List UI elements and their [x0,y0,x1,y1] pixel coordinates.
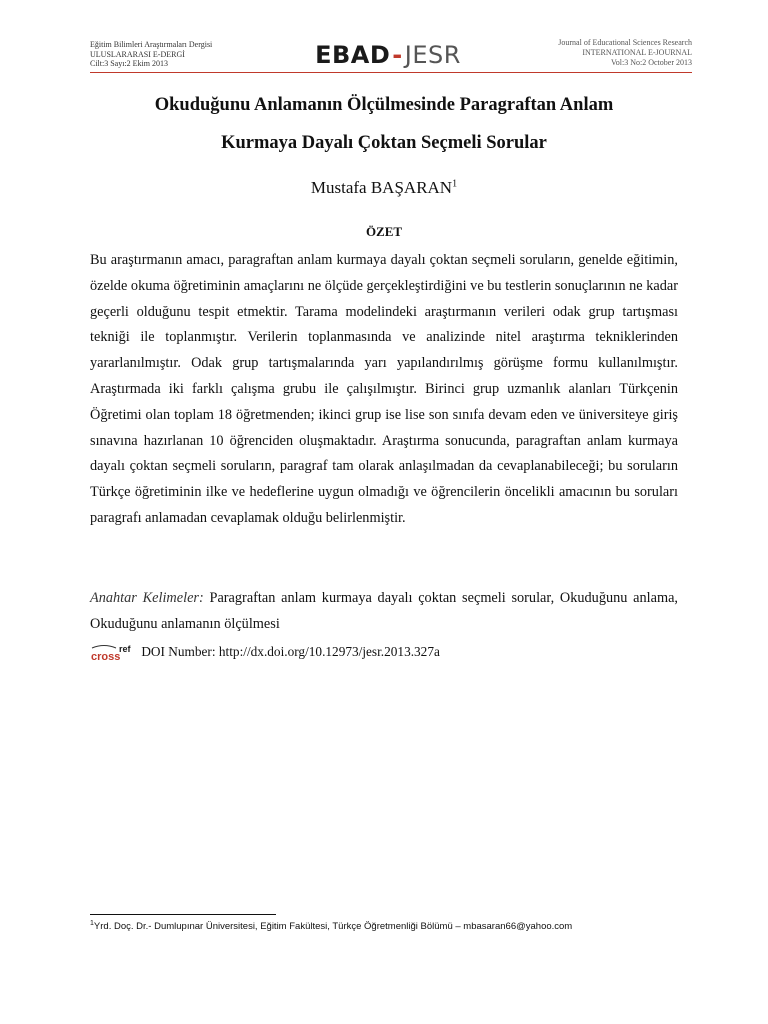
crossref-logo-ref: ref [119,643,131,654]
doi-label: DOI Number: [141,644,216,659]
crossref-logo-cross: cross [91,650,121,662]
journal-header-left [90,40,212,69]
journal-logo [290,38,486,72]
keywords [90,586,678,638]
keywords-label: Anahtar Kelimeler: [90,590,204,606]
journal-issue-tr: Cilt:3 Sayı:2 Ekim 2013 [90,59,169,68]
abstract-heading: ÖZET [365,224,403,239]
footnote [90,920,572,934]
header-divider [90,72,692,73]
author-footnote-mark: 1 [452,178,458,190]
journal-type-en: INTERNATIONAL E-JOURNAL [582,48,692,57]
footnote-mark: 1 [90,919,94,927]
logo-jesr: JESR [404,41,461,69]
paper-title-line-1: Okuduğunu Anlamanın Ölçülmesinde Paragraftan Anlam [154,95,614,115]
doi-line [90,642,440,662]
paper-title [90,86,678,162]
author-name: Mustafa BAŞARAN [310,178,453,197]
journal-issue-en: Vol:3 No:2 October 2013 [611,58,692,67]
journal-header-right [558,38,692,68]
journal-name-en: Journal of Educational Sciences Research [558,38,692,47]
keywords-text: Paragraftan anlam kurmaya dayalı çoktan seçmeli sorular, Okuduğunu anlama, Okuduğunu anlamanın ölçülmesi [90,590,679,632]
journal-name-tr: Eğitim Bilimleri Araştırmaları Dergisi [90,40,213,49]
logo-dash: - [392,41,403,69]
doi-link[interactable]: http://dx.doi.org/10.12973/jesr.2013.327a [218,644,440,659]
abstract-text: Bu araştırmanın amacı, paragraftan anlam kurmaya dayalı çoktan seçmeli soruların, genelde eğitimin, özelde okuma öğretiminin amaçlarını ne ölçüde gerçekleştirdiğini ve bu testlerin sonuçlarının ne kadar geçerli olduğunu tespit etmektir. Tarama modelindeki araştırmanın verileri odak grup tartışması tekniği ile toplanmıştır. Verilerin toplanmasında ve analizinde nitel araştırma tekniklerinden yararlanılmıştır. Odak grup tartışmalarında yarı yapılandırılmış görüşme formu kullanılmıştır. Araştırmada iki farklı çalışma grubu ile çalışılmıştır. Birinci grup uzmanlık alanları Türkçenin Öğretimi olan toplam 18 öğretmenden; ikinci grup ise lise son sınıfa devam eden ve üniversiteye giriş sınavına hazırlanan 10 öğrenciden oluşmaktadır. Araştırma sonucunda, paragraftan anlam kurmaya dayalı çoktan seçmeli soruların, paragraf tam olarak anlaşılmadan da cevaplanabileceği; bu soruların Türkçe öğretiminin ilke ve hedeflerine uygun olmadığı ve öğrencilerin öncelikli amacının bu soruları paragrafı anlamadan cevaplamak olduğu belirlenmiştir. [90,252,678,526]
footnote-divider [90,914,276,915]
logo-ebad: EBAD [315,41,391,69]
author-line [90,176,678,200]
crossref-icon [90,644,138,662]
journal-type-tr: ULUSLARARASI E-DERGİ [90,49,185,59]
footnote-text: Yrd. Doç. Dr.- Dumlupınar Üniversitesi, Eğitim Fakültesi, Türkçe Öğretmenliği Bölümü – mbasaran66@yahoo.com [93,921,573,932]
paper-title-line-2: Kurmaya Dayalı Çoktan Seçmeli Sorular [221,133,547,153]
